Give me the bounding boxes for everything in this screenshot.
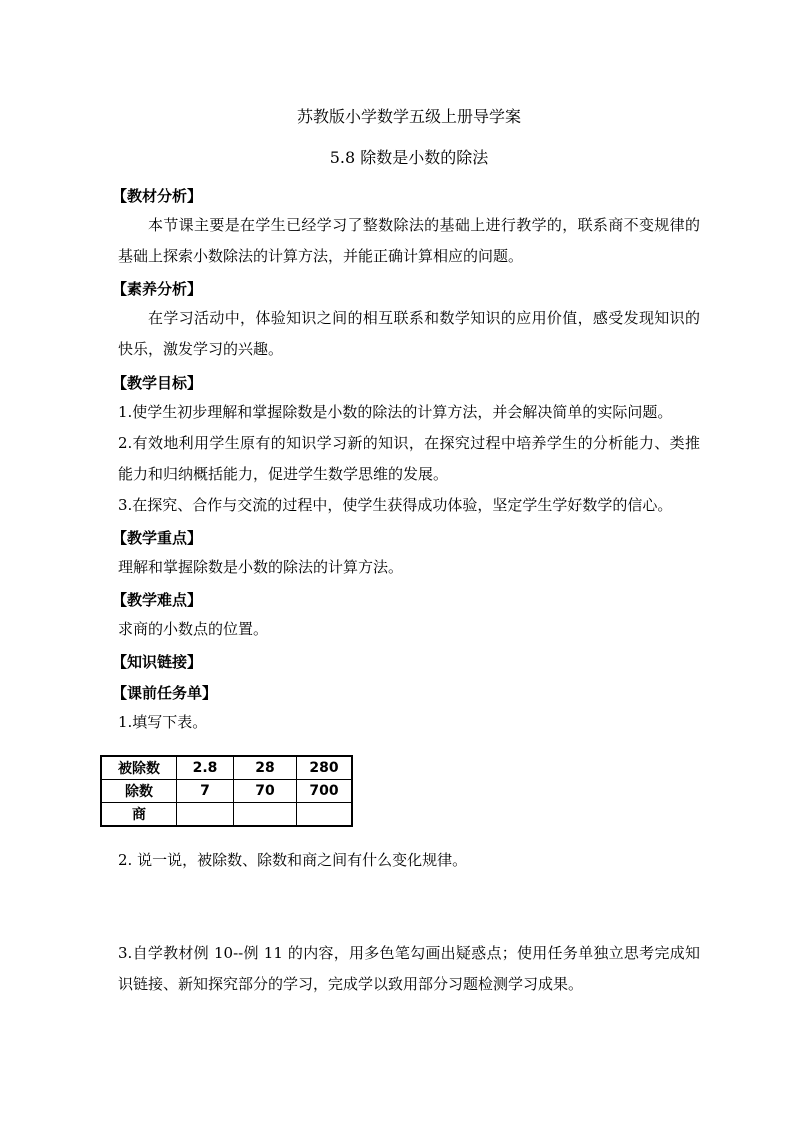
- section-difficulty: [112, 586, 700, 645]
- goal-item: 3.在探究、合作与交流的过程中，使学生获得成功体验，坚定学生学好数学的信心。: [118, 496, 673, 514]
- section-heading: 【素养分析】: [112, 280, 203, 298]
- table-row: [101, 780, 352, 803]
- table-row: [101, 803, 352, 827]
- section-heading: 【知识链接】: [112, 653, 203, 671]
- table-cell: 2.8: [177, 756, 234, 780]
- table-cell: 280: [297, 756, 353, 780]
- table-cell: 商: [101, 803, 177, 827]
- section-heading: 【教学难点】: [112, 591, 203, 609]
- table-cell: 被除数: [101, 756, 177, 780]
- section-heading: 【教学重点】: [112, 529, 203, 547]
- section-heading: 【课前任务单】: [112, 684, 218, 702]
- section-line: 理解和掌握除数是小数的除法的计算方法。: [118, 558, 404, 576]
- section-heading: 【教学目标】: [112, 374, 203, 392]
- task-item-2: [118, 845, 700, 876]
- table-cell: 除数: [101, 780, 177, 803]
- task-item-3: [118, 938, 700, 1000]
- answer-cell[interactable]: [297, 803, 353, 827]
- answer-cell[interactable]: [234, 803, 297, 827]
- task-item: 3.自学教材例 10--例 11 的内容，用多色笔勾画出疑惑点；使用任务单独立思考完成知识链接、新知探究部分的学习，完成学以致用部分习题检测学习成果。: [118, 944, 700, 993]
- table-cell: 28: [234, 756, 297, 780]
- goal-item: 2.有效地利用学生原有的知识学习新的知识，在探究过程中培养学生的分析能力、类推能力和归纳概括能力，促进学生数学思维的发展。: [118, 434, 700, 483]
- task-item: 2. 说一说，被除数、除数和商之间有什么变化规律。: [118, 851, 468, 869]
- table-cell: 700: [297, 780, 353, 803]
- section-knowledge-link: [112, 648, 700, 676]
- task-item: 1.填写下表。: [118, 713, 208, 731]
- answer-cell[interactable]: [177, 803, 234, 827]
- section-heading: 【教材分析】: [112, 187, 203, 205]
- lesson-title: 5.8 除数是小数的除法: [329, 148, 489, 167]
- section-key-point: [112, 524, 700, 583]
- division-table: [100, 755, 353, 827]
- document-title: 苏教版小学数学五级上册导学案: [296, 107, 521, 126]
- table-cell: 7: [177, 780, 234, 803]
- table-cell: 70: [234, 780, 297, 803]
- section-line: 求商的小数点的位置。: [118, 620, 269, 638]
- section-paragraph: 本节课主要是在学生已经学习了整数除法的基础上进行教学的，联系商不变规律的基础上探索小数除法的计算方法，并能正确计算相应的问题。: [118, 216, 700, 265]
- section-textbook-analysis: [112, 182, 700, 272]
- goal-item: 1.使学生初步理解和掌握除数是小数的除法的计算方法，并会解决简单的实际问题。: [118, 403, 673, 421]
- section-goals: [112, 369, 700, 521]
- section-literacy-analysis: [112, 275, 700, 365]
- section-pre-task: [112, 679, 700, 738]
- table-row: [101, 756, 352, 780]
- section-paragraph: 在学习活动中，体验知识之间的相互联系和数学知识的应用价值，感受发现知识的快乐，激发学习的兴趣。: [118, 309, 700, 358]
